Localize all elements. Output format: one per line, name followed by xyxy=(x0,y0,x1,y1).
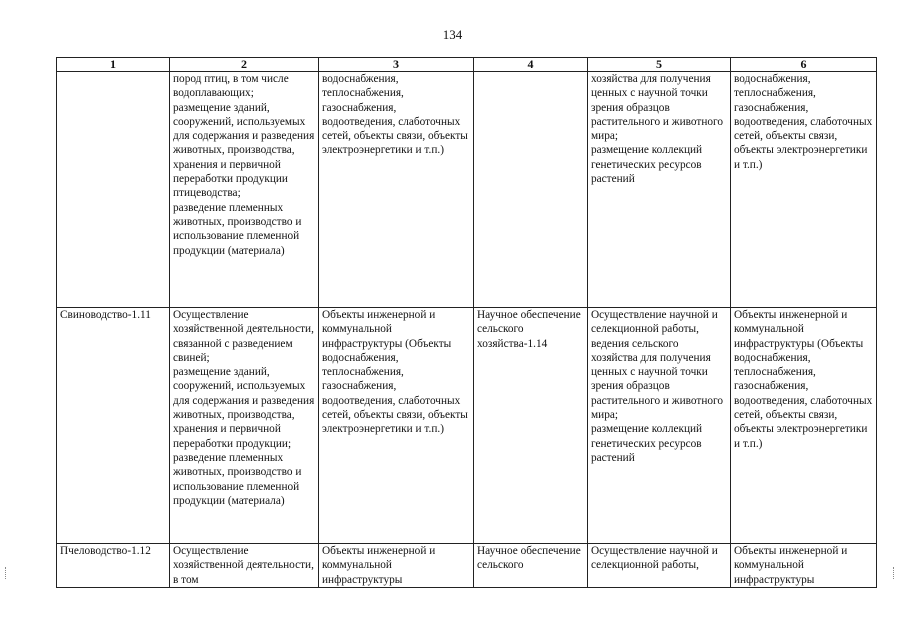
table-cell: Свиноводство-1.11 xyxy=(57,308,170,544)
table-cell: Пчеловодство-1.12 xyxy=(57,544,170,588)
table-cell: Объекты инженерной и коммунальной инфраструктуры (Объекты водоснабжения, теплоснабжения, газоснабжения, водоотведения, слаботочных сетей, объекты связи, объекты электроэнергетики и т.п.) xyxy=(319,308,474,544)
column-header-2: 2 xyxy=(170,58,319,72)
table-cell: хозяйства для получения ценных с научной точки зрения образцов растительного и животного мира; размещение коллекций генетических ресурсов растений xyxy=(588,72,731,308)
table-header-row xyxy=(57,58,877,72)
table-cell: Объекты инженерной и коммунальной инфраструктуры xyxy=(731,544,877,588)
table-cell: Объекты инженерной и коммунальной инфраструктуры xyxy=(319,544,474,588)
table-cell: Объекты инженерной и коммунальной инфраструктуры (Объекты водоснабжения, теплоснабжения, газоснабжения, водоотведения, слаботочных сетей, объекты связи, объекты электроэнергетики и т.п.) xyxy=(731,308,877,544)
table-cell: пород птиц, в том числе водоплавающих; размещение зданий, сооружений, используемых для содержания и разведения животных, производства, хранения и первичной переработки продукции птицеводства; разведение племенных животных, производство и использование племенной продукции (материала) xyxy=(170,72,319,308)
table-cell: Осуществление научной и селекционной работы, xyxy=(588,544,731,588)
scan-margin-mark-left xyxy=(5,567,8,579)
scan-margin-mark-right xyxy=(893,567,896,579)
table-cell: Научное обеспечение сельского xyxy=(474,544,588,588)
column-header-5: 5 xyxy=(588,58,731,72)
land-use-table xyxy=(56,57,877,588)
table-cell: водоснабжения, теплоснабжения, газоснабжения, водоотведения, слаботочных сетей, объекты связи, объекты электроэнергетики и т.п.) xyxy=(731,72,877,308)
table-cell: Осуществление хозяйственной деятельности, в том xyxy=(170,544,319,588)
column-header-4: 4 xyxy=(474,58,588,72)
table-cell: Осуществление научной и селекционной работы, ведения сельского хозяйства для получения ценных с научной точки зрения образцов растительного и животного мира; размещение коллекций генетических ресурсов растений xyxy=(588,308,731,544)
table-cell xyxy=(57,72,170,308)
table-cell: Научное обеспечение сельского хозяйства-1.14 xyxy=(474,308,588,544)
table-cell: Осуществление хозяйственной деятельности, связанной с разведением свиней; размещение зданий, сооружений, используемых для содержания и разведения животных, производства, хранения и первичной переработки продукции; разведение племенных животных, производство и использование племенной продукции (материала) xyxy=(170,308,319,544)
table-cell: водоснабжения, теплоснабжения, газоснабжения, водоотведения, слаботочных сетей, объекты связи, объекты электроэнергетики и т.п.) xyxy=(319,72,474,308)
table-row-pig-farming xyxy=(57,308,877,544)
column-header-1: 1 xyxy=(57,58,170,72)
column-header-3: 3 xyxy=(319,58,474,72)
table-row-continuation xyxy=(57,72,877,308)
column-header-6: 6 xyxy=(731,58,877,72)
table-row-beekeeping xyxy=(57,544,877,588)
table-cell xyxy=(474,72,588,308)
page-number: 134 xyxy=(442,27,463,42)
